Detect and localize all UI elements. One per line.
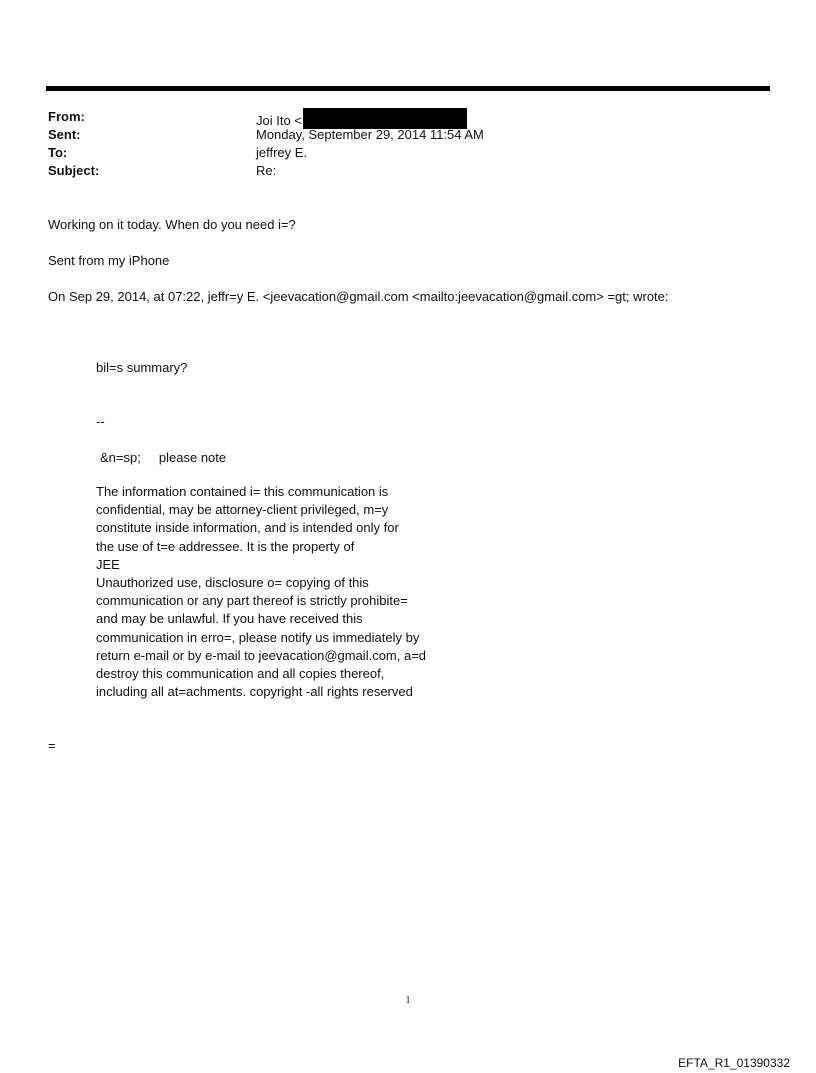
document-id: EFTA_R1_01390332 (678, 1056, 790, 1070)
from-label: From: (48, 109, 85, 124)
quoted-separator: -- (96, 414, 105, 429)
disclaimer-line: JEE (96, 556, 120, 572)
disclaimer-line: including all at=achments. copyright -all rights reserved (96, 684, 413, 700)
disclaimer-line: constitute inside information, and is intended only for (96, 520, 399, 536)
from-value-text: Joi Ito < (256, 113, 302, 128)
sent-label: Sent: (48, 127, 81, 142)
subject-value: Re: (256, 163, 277, 178)
subject-label: Subject: (48, 163, 100, 178)
quoted-note: &n=sp; please note (100, 450, 227, 465)
disclaimer-line: and may be unlawful. If you have received this (96, 611, 363, 627)
disclaimer-line: confidential, may be attorney-client privileged, m=y (96, 502, 389, 518)
disclaimer-line: destroy this communication and all copies thereof, (96, 666, 385, 682)
disclaimer-line: return e-mail or by e-mail to jeevacation@gmail.com, a=d (96, 647, 427, 663)
body-line-attribution: On Sep 29, 2014, at 07:22, jeffr=y E. <jeevacation@gmail.com <mailto:jeevacation@gmail.com> =gt; wrote: (48, 289, 669, 304)
body-line-reply: Working on it today. When do you need i=? (48, 217, 296, 232)
disclaimer-block (96, 483, 426, 701)
disclaimer-line: Unauthorized use, disclosure o= copying of this (96, 575, 369, 591)
sent-value: Monday, September 29, 2014 11:54 AM (256, 127, 484, 142)
disclaimer-line: communication in erro=, please notify us immediately by (96, 629, 420, 645)
quoted-question: bil=s summary? (96, 360, 188, 375)
disclaimer-line: The information contained i= this communication is (96, 484, 389, 499)
header-rule (46, 86, 770, 91)
body-line-signature: Sent from my iPhone (48, 253, 170, 268)
disclaimer-line: the use of t=e addressee. It is the property of (96, 538, 355, 554)
to-value: jeffrey E. (256, 145, 308, 160)
disclaimer-line: communication or any part thereof is strictly prohibite= (96, 593, 408, 609)
trailing-equals: = (48, 738, 56, 753)
to-label: To: (48, 145, 68, 160)
page-number: 1 (405, 995, 411, 1006)
